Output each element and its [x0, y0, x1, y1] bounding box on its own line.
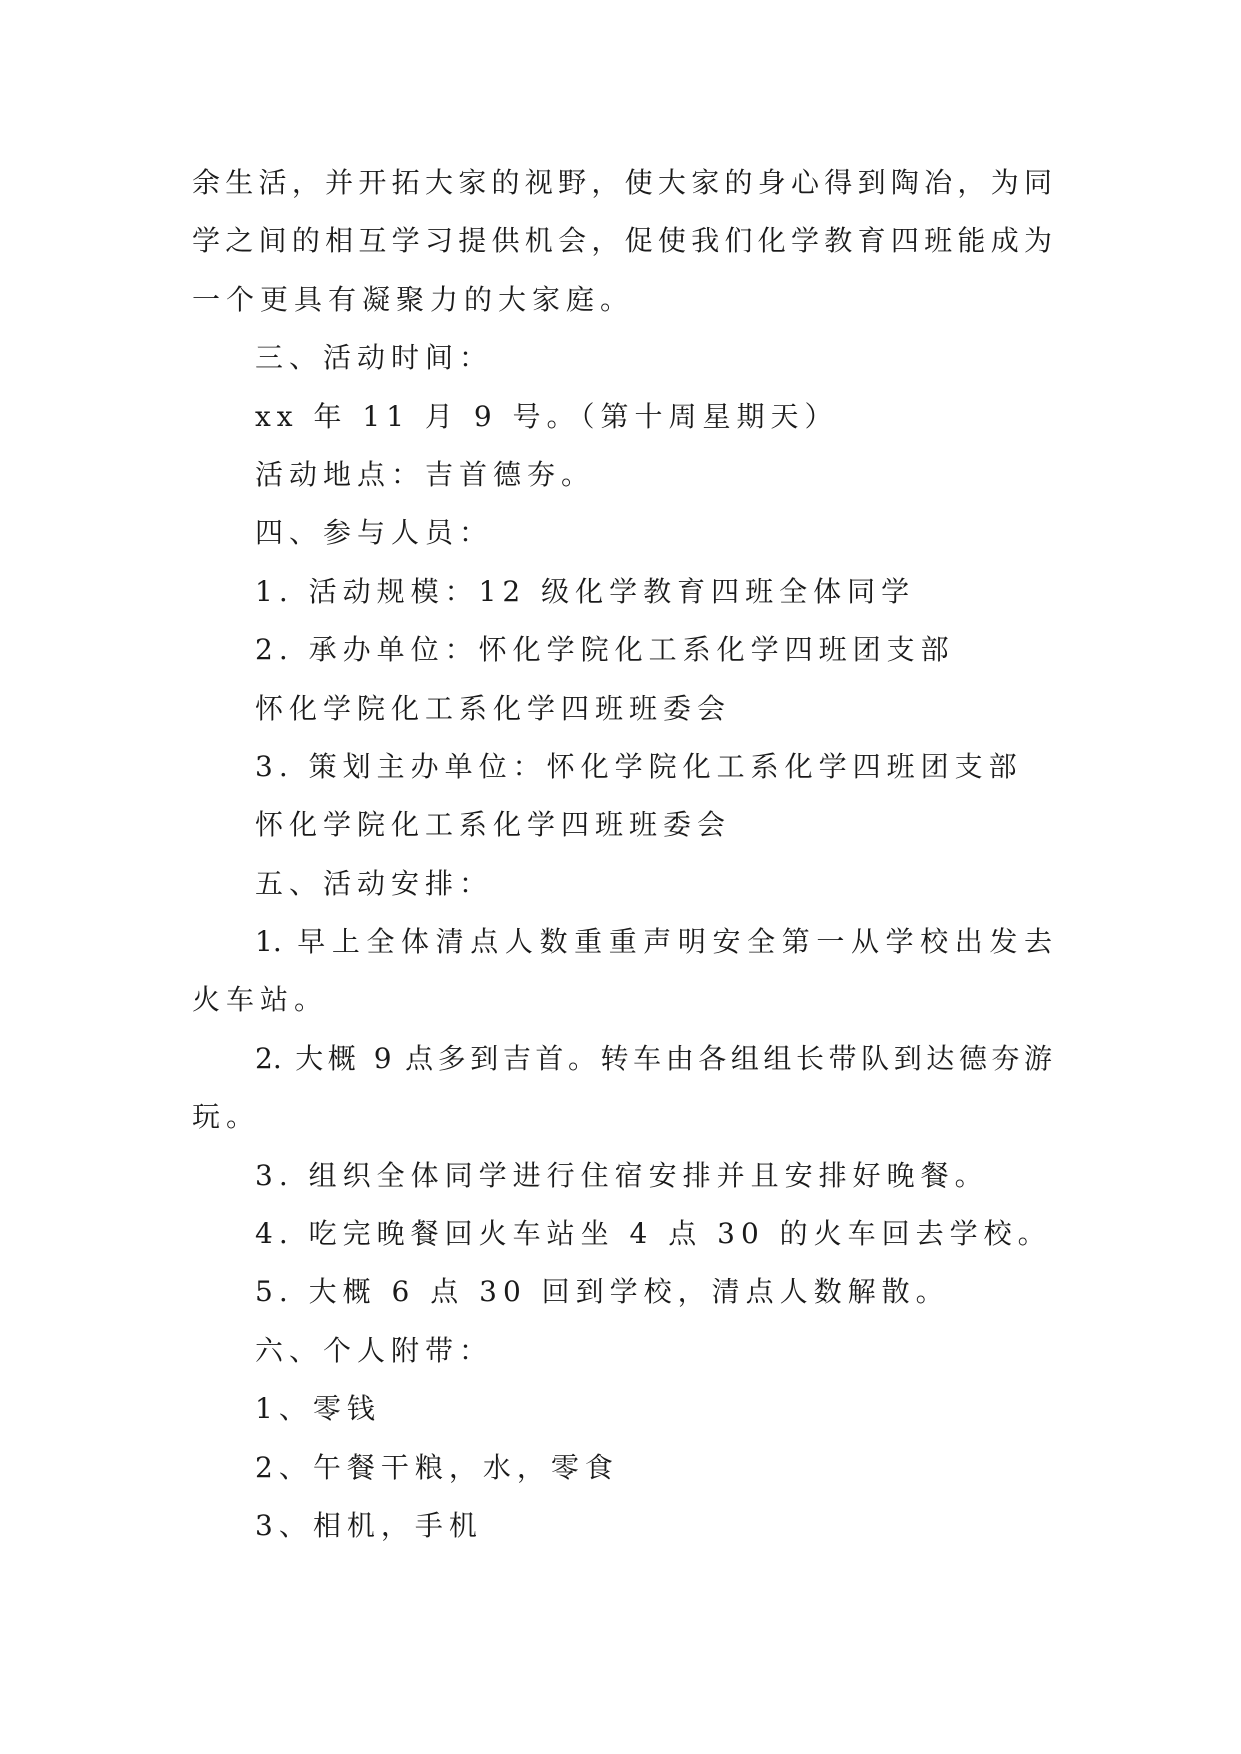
list-item: 2. 大概 9 点多到吉首。转车由各组组长带队到达德夯游	[255, 1041, 1052, 1075]
list-item: 4. 吃完晚餐回火车站坐 4 点 30 的火车回去学校。	[255, 1217, 1052, 1251]
list-item: 2. 承办单位：怀化学院化工系化学四班团支部	[255, 633, 955, 667]
list-item: 1、零钱	[255, 1392, 381, 1426]
list-item-continuation: 玩。	[192, 1100, 261, 1134]
body-line: 学之间的相互学习提供机会，促使我们化学教育四班能成为	[192, 224, 1052, 258]
list-item: 3. 组织全体同学进行住宿安排并且安排好晚餐。	[255, 1158, 989, 1192]
list-item: 3. 策划主办单位：怀化学院化工系化学四班团支部	[255, 749, 1023, 783]
list-item-continuation: 怀化学院化工系化学四班班委会	[255, 691, 732, 725]
list-item-continuation: 怀化学院化工系化学四班班委会	[255, 808, 732, 842]
section-heading: 六、个人附带：	[255, 1333, 494, 1367]
list-item: 3、相机，手机	[255, 1508, 483, 1542]
section-heading: 四、参与人员：	[255, 516, 494, 550]
list-item: 2、午餐干粮，水，零食	[255, 1450, 619, 1484]
section-heading: 三、活动时间：	[255, 341, 494, 375]
body-line: 活动地点：吉首德夯。	[255, 457, 596, 491]
list-item: 1. 早上全体清点人数重重声明安全第一从学校出发去	[255, 925, 1052, 959]
body-line: xx 年 11 月 9 号。（第十周星期天）	[255, 399, 839, 433]
list-item-continuation: 火车站。	[192, 983, 329, 1017]
document-body	[192, 154, 1052, 1555]
list-item: 5. 大概 6 点 30 回到学校，清点人数解散。	[255, 1275, 950, 1309]
list-item: 1. 活动规模：12 级化学教育四班全体同学	[255, 574, 916, 608]
body-line: 余生活，并开拓大家的视野，使大家的身心得到陶冶，为同	[192, 166, 1052, 199]
body-line: 一个更具有凝聚力的大家庭。	[192, 282, 635, 316]
section-heading: 五、活动安排：	[255, 866, 494, 900]
